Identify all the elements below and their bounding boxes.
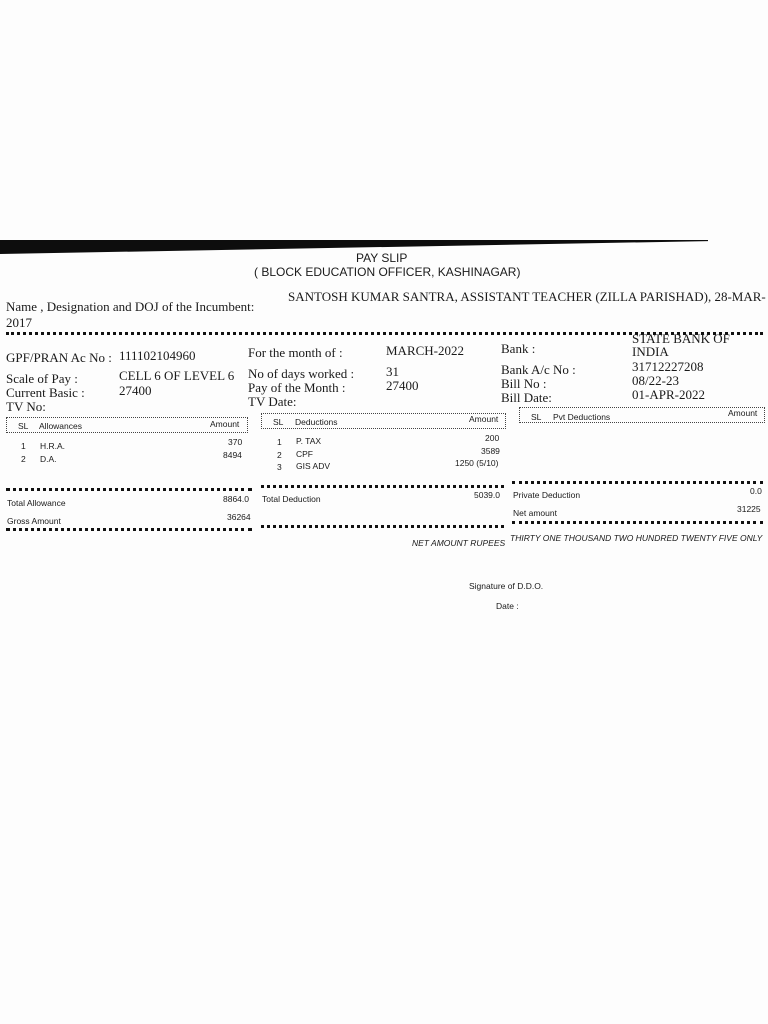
billdate-value: 01-APR-2022 — [632, 387, 705, 402]
scale-value: CELL 6 OF LEVEL 6 — [119, 368, 235, 383]
deductions-total-rule — [261, 485, 504, 488]
deduction-row-3-sl: 3 — [277, 462, 282, 472]
bank-value-2: INDIA — [632, 344, 669, 359]
net-words-value: THIRTY ONE THOUSAND TWO HUNDRED TWENTY FIVE ONLY — [510, 533, 763, 543]
gpf-label: GPF/PRAN Ac No : — [6, 350, 112, 365]
allowance-row-2-sl: 2 — [21, 454, 26, 464]
acno-value: 31712227208 — [632, 359, 704, 374]
days-label: No of days worked : — [248, 366, 355, 381]
billno-value: 08/22-23 — [632, 373, 679, 388]
pay-label: Pay of the Month : — [248, 380, 346, 395]
pvt-name-header: Pvt Deductions — [553, 412, 611, 422]
allowances-sl-header: SL — [18, 421, 29, 431]
deduction-row-3-name: GIS ADV — [296, 461, 331, 471]
incumbent-value-line2: 2017 — [6, 315, 32, 330]
deduction-row-1-amount: 200 — [485, 433, 500, 443]
allowance-row-2-name: D.A. — [40, 454, 57, 464]
gross-amount-value: 36264 — [227, 512, 251, 522]
pvt-bottom-rule — [512, 521, 763, 524]
days-value: 31 — [386, 364, 399, 379]
pvt-sl-header: SL — [531, 412, 542, 422]
gpf-value: 111102104960 — [119, 348, 196, 363]
allowances-total-rule — [6, 488, 252, 491]
net-amount-value: 31225 — [737, 504, 761, 514]
net-amount-label: Net amount — [513, 508, 557, 518]
total-deduction-value: 5039.0 — [474, 490, 500, 500]
deduction-row-1-sl: 1 — [277, 437, 282, 447]
deduction-row-2-amount: 3589 — [481, 446, 500, 456]
incumbent-value-line1: SANTOSH KUMAR SANTRA, ASSISTANT TEACHER (ZILLA PARISHAD), 28-MAR- — [288, 289, 766, 304]
scan-top-bar — [0, 240, 708, 254]
total-allowance-label: Total Allowance — [7, 498, 66, 508]
allowances-amount-header: Amount — [210, 419, 240, 429]
total-allowance-value: 8864.0 — [223, 494, 249, 504]
deductions-bottom-rule — [261, 525, 504, 528]
deductions-name-header: Deductions — [295, 417, 338, 427]
pay-value: 27400 — [386, 378, 419, 393]
acno-label: Bank A/c No : — [501, 362, 576, 377]
total-deduction-label: Total Deduction — [262, 494, 321, 504]
net-words-label: NET AMOUNT RUPEES — [412, 538, 506, 548]
deduction-row-1-name: P. TAX — [296, 436, 322, 446]
signature-label: Signature of D.D.O. — [469, 581, 544, 591]
payslip-title: PAY SLIP — [356, 251, 408, 265]
gross-amount-label: Gross Amount — [7, 516, 61, 526]
date-label: Date : — [496, 601, 519, 611]
basic-value: 27400 — [119, 383, 152, 398]
month-value: MARCH-2022 — [386, 343, 465, 358]
tvdate-label: TV Date: — [248, 394, 297, 409]
bank-value-1: STATE BANK OF — [632, 331, 730, 346]
scale-label: Scale of Pay : — [6, 371, 78, 386]
deduction-row-3-amount: 1250 (5/10) — [455, 458, 499, 468]
office-name: ( BLOCK EDUCATION OFFICER, KASHINAGAR) — [254, 265, 521, 279]
billdate-label: Bill Date: — [501, 390, 552, 405]
allowance-row-2-amount: 8494 — [223, 450, 242, 460]
deduction-row-2-name: CPF — [296, 449, 313, 459]
deductions-sl-header: SL — [273, 417, 284, 427]
private-deduction-value: 0.0 — [750, 486, 762, 496]
deductions-amount-header: Amount — [469, 414, 499, 424]
basic-label: Current Basic : — [6, 385, 85, 400]
deduction-row-2-sl: 2 — [277, 450, 282, 460]
allowance-row-1-name: H.R.A. — [40, 441, 66, 451]
private-deduction-label: Private Deduction — [513, 490, 581, 500]
tvno-label: TV No: — [6, 399, 46, 414]
incumbent-label: Name , Designation and DOJ of the Incumbent: — [6, 299, 255, 314]
bank-label: Bank : — [501, 341, 536, 356]
allowances-name-header: Allowances — [39, 421, 82, 431]
billno-label: Bill No : — [501, 376, 547, 391]
pvt-total-rule — [512, 481, 763, 484]
allowance-row-1-sl: 1 — [21, 441, 26, 451]
pvt-amount-header: Amount — [728, 408, 758, 418]
allowance-row-1-amount: 370 — [228, 437, 243, 447]
allowances-bottom-rule — [6, 528, 252, 531]
month-label: For the month of : — [248, 345, 343, 360]
